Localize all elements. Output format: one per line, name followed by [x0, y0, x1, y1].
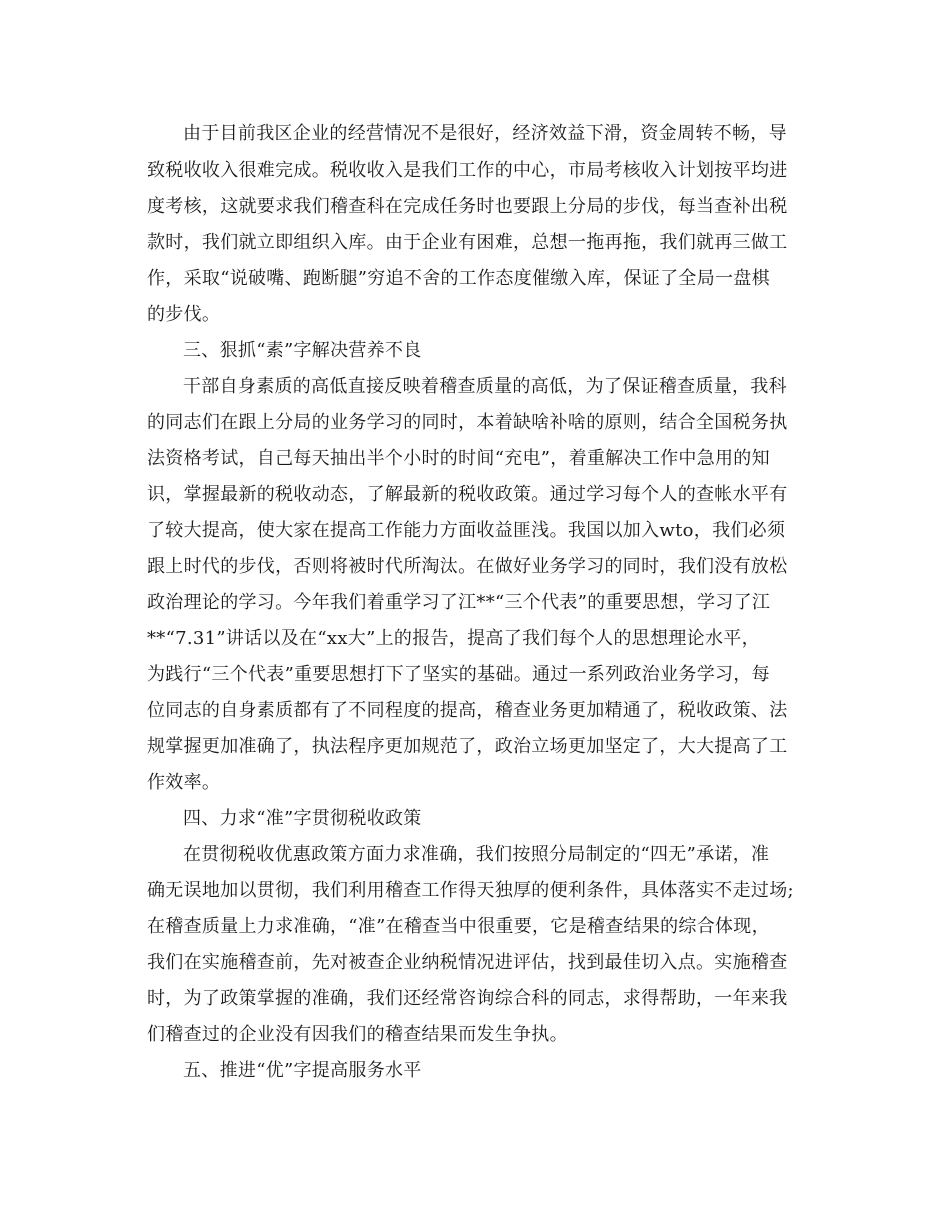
body-text-line: 作，采取“说破嘴、跑断腿”穷追不舍的工作态度催缴入库，保证了全局一盘棋	[147, 268, 770, 289]
body-text-line: **“7.31”讲话以及在“xx大”上的报告，提高了我们每个人的思想理论水平，	[147, 628, 760, 649]
body-text-line: 致税收收入很难完成。税收收入是我们工作的中心，市局考核收入计划按平均进	[147, 160, 788, 181]
body-text-line: 我们在实施稽查前，先对被查企业纳税情况进评估，找到最佳切入点。实施稽查	[147, 952, 788, 973]
body-text-line: 为践行“三个代表”重要思想打下了坚实的基础。通过一系列政治业务学习，每	[147, 664, 770, 685]
body-text-line: 法资格考试，自己每天抽出半个小时的时间“充电”，着重解决工作中急用的知	[147, 448, 770, 469]
body-text-line: 了较大提高，使大家在提高工作能力方面收益匪浅。我国以加入wto，我们必须	[147, 520, 786, 541]
body-text-line: 们稽查过的企业没有因我们的稽查结果而发生争执。	[147, 1024, 568, 1045]
body-text-line: 时，为了政策掌握的准确，我们还经常咨询综合科的同志，求得帮助，一年来我	[147, 988, 788, 1009]
section-heading: 四、力求“准”字贯彻税收政策	[183, 808, 422, 829]
body-text-line: 规掌握更加准确了，执法程序更加规范了，政治立场更加坚定了，大大提高了工	[147, 736, 788, 757]
body-text-line: 度考核，这就要求我们稽查科在完成任务时也要跟上分局的步伐，每当查补出税	[147, 196, 788, 217]
body-text-line: 的步伐。	[147, 304, 221, 325]
body-text-line: 确无误地加以贯彻，我们利用稽查工作得天独厚的便利条件，具体落实不走过场;	[147, 880, 794, 901]
body-text-line: 位同志的自身素质都有了不同程度的提高，稽查业务更加精通了，税收政策、法	[147, 700, 788, 721]
section-heading: 三、狠抓“素”字解决营养不良	[183, 340, 422, 361]
body-text-line: 的同志们在跟上分局的业务学习的同时，本着缺啥补啥的原则，结合全国税务执	[147, 412, 788, 433]
body-text-line: 款时，我们就立即组织入库。由于企业有困难，总想一拖再拖，我们就再三做工	[147, 232, 788, 253]
body-text-line: 作效率。	[147, 772, 221, 793]
body-text-line: 政治理论的学习。今年我们着重学习了江**“三个代表”的重要思想，学习了江	[147, 592, 771, 613]
section-heading: 五、推进“优”字提高服务水平	[183, 1060, 422, 1081]
body-text-line: 识，掌握最新的税收动态，了解最新的税收政策。通过学习每个人的查帐水平有	[147, 484, 788, 505]
body-text-line: 干部自身素质的高低直接反映着稽查质量的高低，为了保证稽查质量，我科	[183, 376, 787, 397]
body-text-line: 在稽查质量上力求准确，“准”在稽查当中很重要，它是稽查结果的综合体现，	[147, 916, 770, 937]
body-text-line: 跟上时代的步伐，否则将被时代所淘汰。在做好业务学习的同时，我们没有放松	[147, 556, 788, 577]
body-text-line: 在贯彻税收优惠政策方面力求准确，我们按照分局制定的“四无”承诺，准	[183, 844, 770, 865]
body-text-line: 由于目前我区企业的经营情况不是很好，经济效益下滑，资金周转不畅，导	[183, 123, 787, 144]
